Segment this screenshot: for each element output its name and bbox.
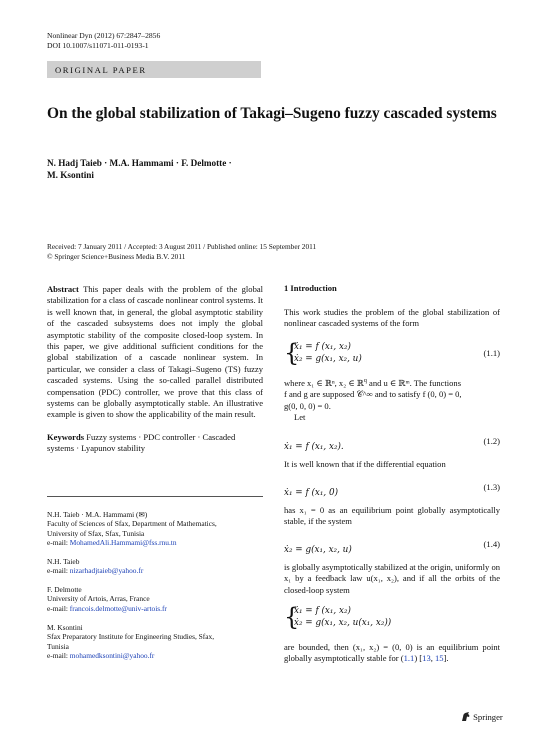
equation-closed-loop [284,603,500,632]
equation-1-3: ẋ₁ = f (x₁, 0) (1.3) [284,482,500,498]
equation-number: (1.4) [483,539,500,549]
doi: DOI 10.1007/s11071-011-0193-1 [47,41,149,50]
affiliation-line: M. Ksontini [47,623,83,632]
affiliation-line: N.H. Taieb [47,557,80,566]
equation-1-2: ẋ₁ = f (x₁, x₂). (1.2) [284,436,500,452]
copyright-line: © Springer Science+Business Media B.V. 2011 [47,252,186,261]
affiliation-3 [47,585,263,613]
citation-link[interactable]: 13 [422,653,431,664]
equation-ref-link[interactable]: 1.1 [403,653,415,664]
email-link[interactable]: mohamedksontini@yahoo.fr [69,651,155,661]
journal-citation: Nonlinear Dyn (2012) 67:2847–2856 [47,31,161,40]
equation-number: (1.1) [483,348,500,358]
intro-paragraph-6: are bounded, then (x₁, x₂) = (0, 0) is an equilibrium point globally asymptotically stable for (1.1) [13, 15]. [284,642,500,664]
abstract-label: Abstract [47,284,79,294]
section-heading: 1 Introduction [284,283,337,293]
abstract-block [47,284,263,455]
abstract [47,284,263,421]
footnote-rule [47,496,263,497]
equation-line: ẋ₁ = f (x₁, x₂) [294,606,351,616]
publication-dates [47,242,527,262]
keywords [47,432,263,455]
authors-line-1: N. Hadj Taieb · M.A. Hammami · F. Delmotte · [47,158,232,168]
publisher-logo [460,711,503,722]
intro-paragraph-5: is globally asymptotically stabilized at the origin, uniformly on x₁ by a feedback law u(x₁, x₂), and if all the orbits of the closed-loop system [284,562,500,595]
affiliation-line: Tunisia [47,641,69,651]
email-line: e-mail: mohamedksontini@yahoo.fr [47,651,155,661]
email-link[interactable]: francois.delmotte@univ-artois.fr [69,603,167,613]
publisher-name: Springer [473,712,503,722]
affiliation-line: Sfax Preparatory Institute for Engineering Studies, Sfax, [47,632,215,642]
citation-link[interactable]: 15 [435,653,444,664]
equation-1-1 [284,339,500,368]
category-bar [47,61,261,78]
keywords-label: Keywords [47,431,85,442]
equation-number: (1.2) [483,436,500,446]
author-list [47,157,347,181]
affiliation-line: University of Sfax, Sfax, Tunisia [47,528,145,538]
intro-paragraph-1: This work studies the problem of the global stabilization of nonlinear cascaded systems of the form [284,307,500,329]
intro-paragraph-3: It is well known that if the differential equation [284,459,446,469]
abstract-text: This paper deals with the problem of the global stabilization for a class of cascade nonlinear control systems. It is well known that, in general, the global asymptotic stability of the cascaded subsystems does not imply the global asymptotic stability of the composite closed-loop system. In this paper, we give additional sufficient conditions for the global stabilization of a cascade nonlinear system. In particular, we consider a class of Takagi–Sugeno (TS) fuzzy cascaded systems. Using the so-called parallel distributed compensation (PDC) controller, we prove that this class of systems can be globally asymptotically stable. An illustrative example is given to show the applicability of the main result. [47,284,264,420]
email-line: e-mail: francois.delmotte@univ-artois.fr [47,603,167,613]
affiliation-line: F. Delmotte [47,585,82,594]
email-link[interactable]: nizarhadjtaieb@yahoo.fr [69,566,144,576]
affiliation-4 [47,623,263,661]
affiliation-line: N.H. Taieb · M.A. Hammami (✉) [47,510,148,519]
equation-number: (1.3) [483,482,500,492]
keywords-text: Fuzzy systems · PDC controller · Cascaded systems · Lyapunov stability [47,431,236,454]
paper-title: On the global stabilization of Takagi–Sugeno fuzzy cascaded systems [47,105,497,122]
brace: { [284,603,300,631]
intro-paragraph-4: has x₁ = 0 as an equilibrium point globally asymptotically stable, if the system [284,505,500,527]
journal-header [47,31,160,51]
equation-line: ẋ₂ = g(x₁, x₂, u) [294,354,362,364]
brace: { [284,339,300,367]
equation-line: ẋ₁ = f (x₁, x₂) [294,342,351,352]
affiliation-1 [47,510,263,548]
dates-line: Received: 7 January 2011 / Accepted: 3 August 2011 / Published online: 15 September 2011 [47,242,317,251]
email-line: e-mail: MohamedAli.Hammami@fss.rnu.tn [47,538,177,548]
affiliation-2 [47,557,263,576]
authors-line-2: M. Ksontini [47,170,94,180]
email-line: e-mail: nizarhadjtaieb@yahoo.fr [47,566,144,576]
springer-horse-icon [460,711,471,722]
intro-paragraph-2: where x₁ ∈ ℝⁿ, x₂ ∈ ℝ$^q$ and u ∈ ℝᵐ. The functions f and g are supposed 𝒞^∞ and to satisfy f (0, 0) = 0, g(0, 0, 0) = 0. Let [284,377,462,423]
category-label: ORIGINAL PAPER [55,65,147,75]
equation-1-4: ẋ₂ = g(x₁, x₂, u) (1.4) [284,539,500,555]
affiliation-line: Faculty of Sciences of Sfax, Department of Mathematics, [47,519,217,529]
affiliation-line: University of Artois, Arras, France [47,594,150,604]
email-link[interactable]: MohamedAli.Hammami@fss.rnu.tn [69,538,177,548]
equation-line: ẋ₂ = g(x₁, x₂, u(x₁, x₂)) [294,618,392,628]
